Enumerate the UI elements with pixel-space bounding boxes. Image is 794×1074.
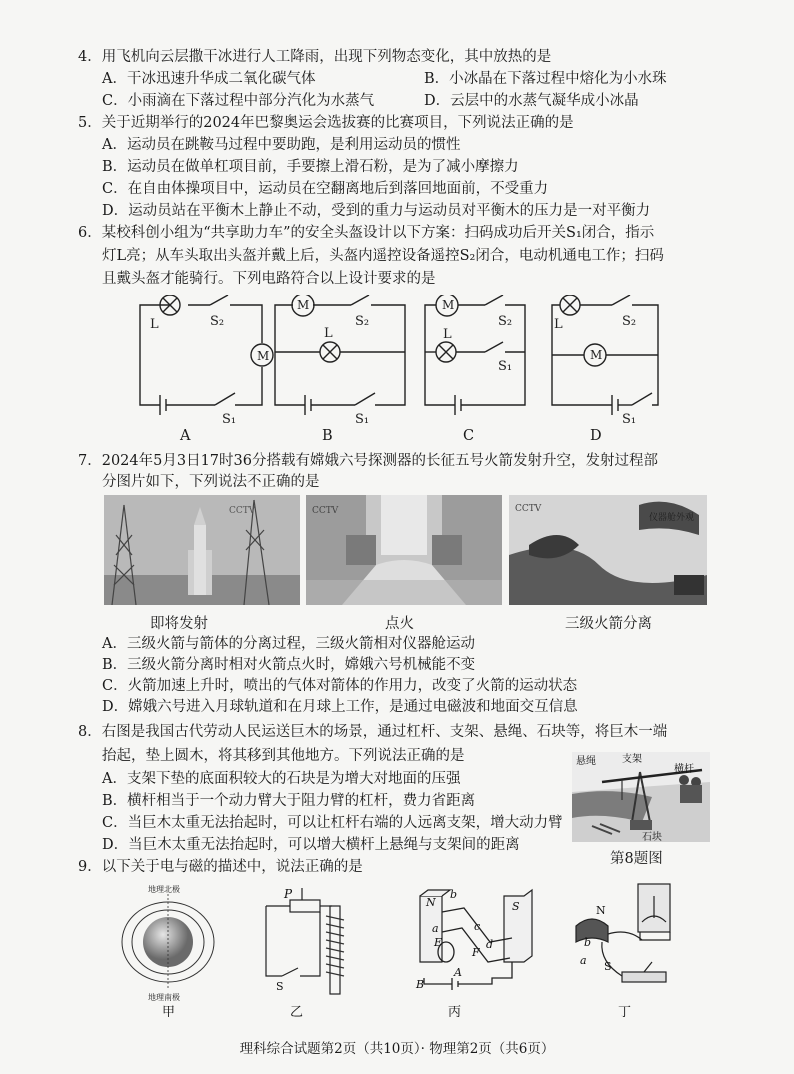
label-a-m: M — [257, 349, 270, 363]
fig-bing-name: 丙 — [448, 1005, 462, 1017]
label-brush-a: A — [454, 966, 462, 979]
circuit-option-a: A — [180, 428, 191, 444]
q4-option-d: D．云层中的水蒸气凝华成小冰晶 — [424, 93, 639, 109]
fig8-label-support: 支架 — [622, 754, 642, 765]
label-c-m: M — [442, 298, 455, 312]
q5-option-a: A．运动员在跳鞍马过程中要助跑，是利用运动员的惯性 — [102, 137, 461, 153]
caption-ignition: 点火 — [385, 616, 414, 632]
fig8-label-lever: 横杆 — [674, 764, 694, 775]
label-a-l: L — [150, 317, 159, 332]
q6-circuit-diagrams — [130, 295, 670, 445]
circuit-option-b: B — [322, 428, 333, 444]
cctv-logo-3: CCTV — [515, 504, 542, 514]
label-geographic-north: 地理北极 — [148, 885, 180, 894]
q5-option-d: D．运动员站在平衡木上静止不动，受到的重力与运动员对平衡木的压力是一对平衡力 — [102, 203, 651, 219]
fig-bing-motor-experiment — [412, 882, 552, 1017]
label-b-m: M — [297, 298, 310, 312]
label-d-l: L — [554, 317, 563, 332]
page-footer: 理科综合试题第2页（共10页）· 物理第2页（共6页） — [239, 1041, 555, 1057]
q4-stem: 4．用飞机向云层撒干冰进行人工降雨，出现下列物态变化，其中放热的是 — [78, 49, 552, 65]
q8-figure-log-transport — [572, 752, 710, 842]
q7-option-d: D．嫦娥六号进入月球轨道和在月球上工作，是通过电磁波和地面交互信息 — [102, 699, 578, 715]
overlay-caption: 仪器舱外观 — [649, 513, 695, 523]
fig-yi-name: 乙 — [290, 1005, 304, 1017]
photo-stage-separation — [509, 495, 707, 605]
label-a-s2: S₂ — [210, 314, 225, 329]
caption-about-to-launch: 即将发射 — [150, 616, 208, 632]
q7-line2: 分图片如下，下列说法不正确的是 — [102, 474, 320, 490]
photo-about-to-launch — [104, 495, 300, 605]
fig-ding-name: 丁 — [618, 1005, 632, 1017]
fig-ding-generator — [562, 882, 682, 1017]
label-d: d — [486, 938, 494, 951]
label-a-s1: S₁ — [222, 412, 237, 427]
label-e: E — [434, 936, 443, 949]
label-b-s2: S₂ — [355, 314, 370, 329]
circuit-c — [425, 295, 525, 415]
label-c-l: L — [443, 327, 452, 342]
circuit-option-c: C — [463, 428, 475, 444]
q8-line2: 抬起，垫上圆木，将其移到其他地方。下列说法正确的是 — [102, 748, 465, 764]
q5-stem: 5．关于近期举行的2024年巴黎奥运会选拔赛的比赛项目，下列说法正确的是 — [78, 115, 574, 131]
q6-line3: 且戴头盔才能骑行。下列电路符合以上设计要求的是 — [102, 271, 436, 287]
label-switch-s: S — [276, 980, 284, 993]
q9-stem: 9．以下关于电与磁的描述中，说法正确的是 — [78, 859, 363, 875]
label-c: c — [474, 920, 481, 933]
label-b-l: L — [324, 326, 333, 341]
label-d-s2: S₂ — [622, 314, 637, 329]
label-ding-a: a — [580, 954, 587, 967]
q7-option-c: C．火箭加速上升时，喷出的气体对箭体的作用力，改变了火箭的运动状态 — [102, 678, 578, 694]
label-f: F — [472, 946, 480, 959]
circuit-b — [275, 295, 405, 415]
q8-option-c: C．当巨木太重无法抬起时，可以让杠杆右端的人远离支架，增大动力臂 — [102, 815, 563, 831]
label-d-m: M — [590, 348, 603, 362]
q7-option-a: A．三级火箭与箭体的分离过程，三级火箭相对仪器舱运动 — [102, 636, 475, 652]
q8-option-d: D．当巨木太重无法抬起时，可以增大横杆上悬绳与支架间的距离 — [102, 837, 520, 853]
label-ding-b: b — [584, 936, 592, 949]
q7-line1: 7．2024年5月3日17时36分搭载有嫦娥六号探测器的长征五号火箭发射升空，发射过程部 — [78, 453, 658, 469]
label-s: S — [512, 900, 520, 913]
fig-yi-electromagnet — [258, 882, 368, 1017]
q4-option-b: B．小冰晶在下落过程中熔化为小水珠 — [424, 71, 667, 87]
q8-option-a: A．支架下垫的底面积较大的石块是为增大对地面的压强 — [102, 771, 461, 787]
q8-figure-caption: 第8题图 — [610, 851, 663, 867]
photo-ignition — [306, 495, 502, 605]
circuit-option-d: D — [590, 428, 602, 444]
label-brush-b: B — [416, 978, 425, 991]
fig-jia-earth-magnetic-field — [118, 882, 218, 1017]
q7-option-b: B．三级火箭分离时相对火箭点火时，嫦娥六号机械能不变 — [102, 657, 476, 673]
circuit-a — [140, 295, 273, 415]
fig8-label-rope: 悬绳 — [576, 756, 596, 767]
q6-line2: 灯L亮；从车头取出头盔并戴上后，头盔内遥控设备遥控S₂闭合，电动机通电工作；扫码 — [102, 248, 664, 264]
q8-line1: 8．右图是我国古代劳动人民运送巨木的场景，通过杠杆、支架、悬绳、石块等，将巨木一端 — [78, 724, 668, 740]
q8-option-b: B．横杆相当于一个动力臂大于阻力臂的杠杆，费力省距离 — [102, 793, 476, 809]
label-ding-n: N — [596, 904, 606, 917]
circuit-d — [552, 295, 658, 415]
caption-stage-separation: 三级火箭分离 — [565, 616, 652, 632]
label-b: b — [450, 888, 458, 901]
label-c-s2: S₂ — [498, 314, 513, 329]
q4-option-c: C．小雨滴在下落过程中部分汽化为水蒸气 — [102, 93, 375, 109]
q5-option-b: B．运动员在做单杠项目前，手要擦上滑石粉，是为了减小摩擦力 — [102, 159, 519, 175]
label-b-s1: S₁ — [355, 412, 370, 427]
label-ding-s: S — [604, 960, 612, 973]
label-slider-p: P — [284, 887, 293, 901]
q6-line1: 6．某校科创小组为“共享助力车”的安全头盔设计以下方案：扫码成功后开关S₁闭合，指示 — [78, 225, 655, 241]
label-c-s1: S₁ — [498, 359, 513, 374]
cctv-logo-1: CCTV — [229, 506, 256, 516]
label-n: N — [426, 896, 436, 909]
label-d-s1: S₁ — [622, 412, 637, 427]
label-geographic-south: 地理南极 — [148, 993, 180, 1002]
q5-option-c: C．在自由体操项目中，运动员在空翻离地后到落回地面前，不受重力 — [102, 181, 549, 197]
cctv-logo-2: CCTV — [312, 506, 339, 516]
fig8-label-stone: 石块 — [642, 832, 662, 842]
fig-jia-name: 甲 — [162, 1005, 176, 1017]
q4-option-a: A．干冰迅速升华成二氧化碳气体 — [102, 71, 316, 87]
label-a: a — [432, 922, 439, 935]
